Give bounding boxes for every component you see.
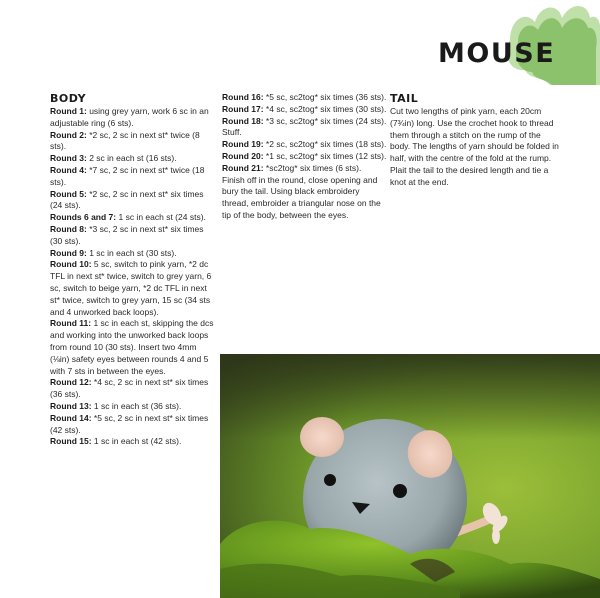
body-continued-section (222, 92, 387, 222)
round-3: Round 3: 2 sc in each st (16 sts). (50, 153, 177, 164)
round-8: Round 8: *3 sc, 2 sc in next st* six times (30 sts). (50, 223, 204, 246)
page-title: MOUSE (438, 38, 556, 69)
round-15: Round 15: 1 sc in each st (42 sts). (50, 436, 182, 447)
round-10: Round 10: 5 sc, switch to pink yarn, *2 dc TFL in next st* twice, switch to grey yarn, 6 sc, switch to beige yarn, *2 dc TFL in next st* twice, switch to grey yarn, 15 sc (34 sts and 4 unworked back loops). (50, 259, 212, 317)
round-17: Round 17: *4 sc, sc2tog* six times (30 sts). (222, 103, 387, 114)
round-5: Round 5: *2 sc, 2 sc in next st* six times (24 sts). (50, 188, 204, 211)
round-20: Round 20: *1 sc, sc2tog* six times (12 sts). (222, 150, 387, 161)
round-11: Round 11: 1 sc in each st, skipping the dcs and working into the unworked back loops from round 10 (30 sts). Insert two 4mm (⅛in) safety eyes between rounds 4 and 5 with 7 sts in between the eyes. (50, 318, 214, 376)
finish-note: Finish off in the round, close opening and bury the tail. Using black embroidery thread, embroider a triangular nose on the tip of the body, between the eyes. (222, 174, 381, 220)
round-19: Round 19: *2 sc, sc2tog* six times (18 sts). (222, 139, 387, 150)
round-9: Round 9: 1 sc in each st (30 sts). (50, 247, 177, 258)
tail-instructions: Cut two lengths of pink yarn, each 20cm (7¾in) long. Use the crochet hook to thread them through a stitch on the rump of the body. The lengths of yarn should be folded in half, with the centre of the fold at the rump. Plait the tail to the desired length and tie a knot at the end. (390, 106, 559, 187)
body-section (50, 92, 218, 448)
round-16: Round 16: *5 sc, sc2tog* six times (36 sts). (222, 92, 387, 102)
round-4: Round 4: *7 sc, 2 sc in next st* twice (18 sts). (50, 164, 205, 187)
round-2: Round 2: *2 sc, 2 sc in next st* twice (8 sts). (50, 129, 200, 152)
round-1: Round 1: using grey yarn, work 6 sc in an adjustable ring (6 sts). (50, 106, 209, 128)
body-heading: BODY (50, 92, 87, 105)
rounds-6-7: Rounds 6 and 7: 1 sc in each st (24 sts). (50, 212, 206, 223)
tail-heading: TAIL (390, 92, 419, 105)
round-21: Round 21: *sc2tog* six times (6 sts). (222, 162, 362, 173)
crochet-mouse-image (220, 354, 600, 598)
round-18: Round 18: *3 sc, sc2tog* six times (24 sts). (222, 115, 387, 126)
round-12: Round 12: *4 sc, 2 sc in next st* six times (36 sts). (50, 377, 209, 400)
round-13: Round 13: 1 sc in each st (36 sts). (50, 400, 182, 411)
stuff-note: Stuff. (222, 127, 242, 138)
round-14: Round 14: *5 sc, 2 sc in next st* six times (42 sts). (50, 412, 209, 435)
mouse-photo (220, 354, 600, 598)
tail-section (390, 92, 562, 189)
